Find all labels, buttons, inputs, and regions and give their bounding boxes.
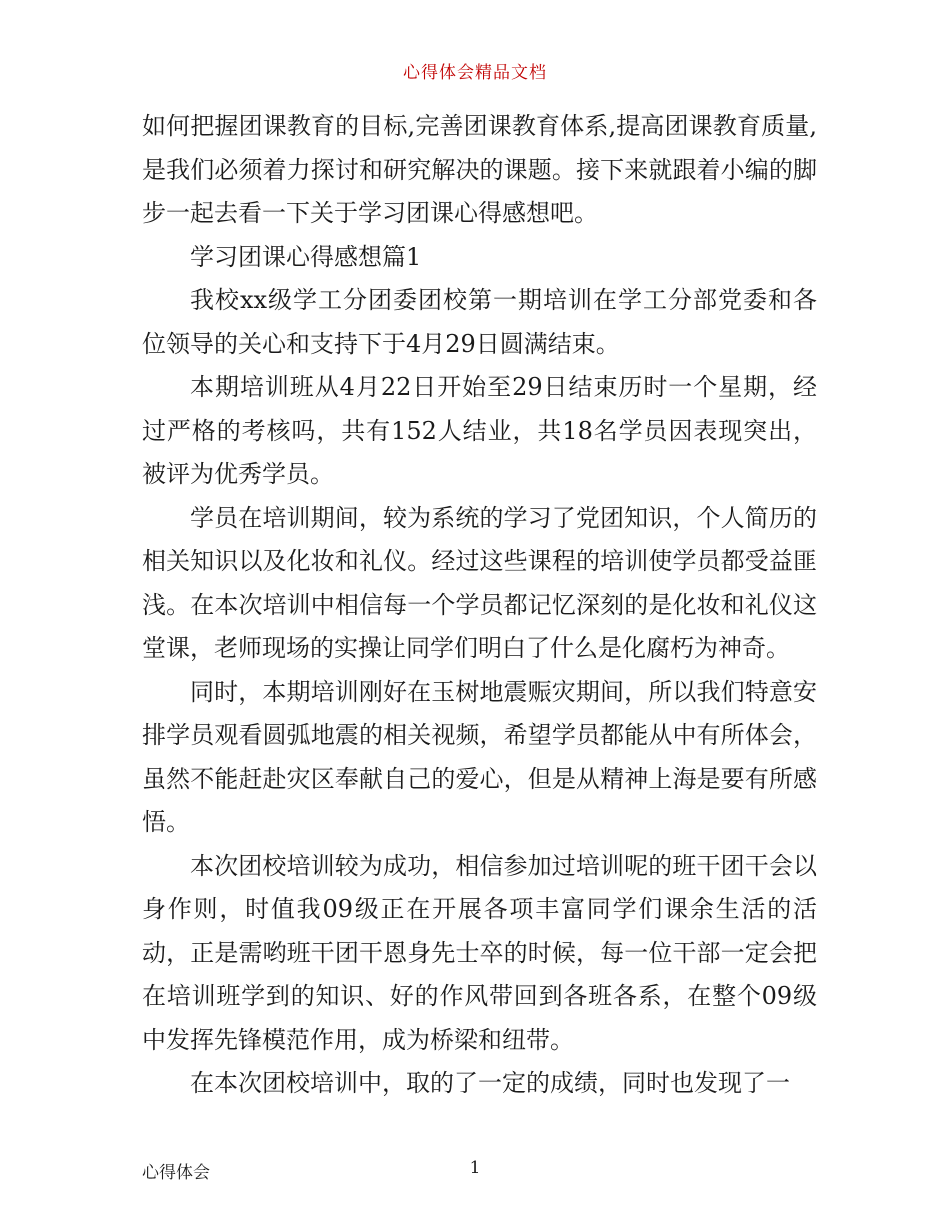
paragraph: 本次团校培训较为成功，相信参加过培训呢的班干团干会以身作则，时值我09级正在开展各项丰富同学们课余生活的活动，正是需哟班干团干恩身先士卒的时候，每一位干部一定会把在培训班学到的知识、好的作风带回到各班各系，在整个09级中发挥先锋模范作用，成为桥梁和纽带。 <box>142 851 817 1054</box>
section-heading: 学习团课心得感想篇1 <box>190 242 422 271</box>
page-number: 1 <box>469 1158 481 1178</box>
paragraph: 我校xx级学工分团委团校第一期培训在学工分部党委和各位领导的关心和支持下于4月29日圆满结束。 <box>142 286 817 358</box>
paragraph-intro: 如何把握团课教育的目标,完善团课教育体系,提高团课教育质量,是我们必须着力探讨和研究解决的课题。接下来就跟着小编的脚步一起去看一下关于学习团课心得感想吧。 <box>142 112 817 227</box>
paragraph: 同时，本期培训刚好在玉树地震赈灾期间，所以我们特意安排学员观看圆弧地震的相关视频，希望学员都能从中有所体会，虽然不能赶赴灾区奉献自己的爱心，但是从精神上海是要有所感悟。 <box>142 677 817 836</box>
document-body <box>142 105 817 1106</box>
paragraph: 学员在培训期间，较为系统的学习了党团知识，个人简历的相关知识以及化妆和礼仪。经过这些课程的培训使学员都受益匪浅。在本次培训中相信每一个学员都记忆深刻的是化妆和礼仪这堂课，老师现场的实操让同学们明白了什么是化腐朽为神奇。 <box>142 503 817 662</box>
page-header-title: 心得体会精品文档 <box>403 63 547 83</box>
paragraph: 在本次团校培训中，取的了一定的成绩，同时也发现了一 <box>190 1069 790 1097</box>
paragraph: 本期培训班从4月22日开始至29日结束历时一个星期，经过严格的考核吗，共有152人结业，共18名学员因表现突出，被评为优秀学员。 <box>142 373 817 488</box>
footer-label: 心得体会 <box>142 1163 210 1183</box>
